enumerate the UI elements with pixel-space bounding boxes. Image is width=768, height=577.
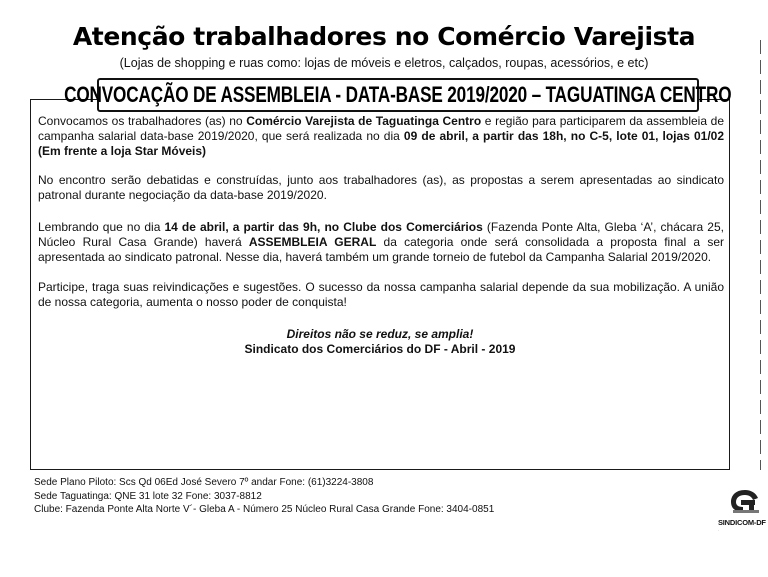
p3-bold-2: ASSEMBLEIA GERAL: [248, 235, 377, 249]
sindicom-logo-icon: [715, 486, 768, 542]
footer-addresses: [34, 476, 494, 517]
p1-bold-2: 09 de abril, a partir das 18h, no C-5, lote 01, lojas 01/02 (Em frente a loja Star Móveis): [38, 129, 725, 158]
footer-line-clube: Clube: Fazenda Ponte Alta Norte V´- Gleba A - Número 25 Núcleo Rural Casa Grande Fone: 3404-0851: [34, 504, 495, 515]
footer-line-plano-piloto: Sede Plano Piloto: Scs Qd 06Ed José Severo 7º andar Fone: (61)3224-3808: [34, 477, 374, 488]
paragraph-general-assembly: [38, 220, 724, 265]
paragraph-meeting: No encontro serão debatidas e construídas, junto aos trabalhadores (as), as propostas a serem apresentadas ao sindicato patronal durante negociação da data-base 2019/2020.: [38, 173, 724, 202]
organization-signature: Sindicato dos Comerciários do DF - Abril - 2019: [244, 342, 516, 356]
p1-text-1: Convocamos os trabalhadores (as) no: [38, 114, 247, 128]
motto: Direitos não se reduz, se amplia!: [286, 327, 474, 341]
notice-body: [38, 114, 724, 310]
logo-wordmark: SINDICOM-DF: [718, 518, 766, 527]
p1-bold-1: Comércio Varejista de Taguatinga Centro: [246, 114, 482, 128]
headline: Atenção trabalhadores no Comércio Varejista: [72, 22, 696, 51]
paragraph-participate: Participe, traga suas reivindicações e sugestões. O sucesso da nossa campanha salarial depende da sua mobilização. A união de nossa categoria, aumenta o nosso poder de conquista!: [38, 280, 724, 309]
logo-tagline: .: [718, 528, 719, 532]
subheadline: (Lojas de shopping e ruas como: lojas de móveis e eletros, calçados, roupas, acessórios, e etc): [119, 56, 649, 70]
title-banner: [64, 78, 732, 112]
footer-line-taguatinga: Sede Taguatinga: QNE 31 lote 32 Fone: 3037-8812: [34, 490, 262, 502]
p3-text-3: da categoria onde será consolidada a proposta final a ser apresentada ao sindicato patronal. Nesse dia, haverá também um grande torneio de futebol da Campanha Salarial 2019/2020.: [38, 235, 724, 264]
p3-text-2: (Fazenda Ponte Alta, Gleba ‘A’, chácara 25, Núcleo Rural Casa Grande) haverá: [38, 220, 724, 249]
paragraph-convocation: [38, 114, 724, 159]
p1-text-2: e região para participarem da assembleia de campanha salarial data-base 2019/2020, que será realizada no dia: [38, 114, 724, 143]
page-edge-dashes: [760, 40, 761, 470]
p3-bold-1: 14 de abril, a partir das 9h, no Clube dos Comerciários: [164, 220, 483, 234]
signature-block: [30, 327, 730, 357]
p3-text-1: Lembrando que no dia: [38, 220, 165, 234]
banner-title: CONVOCAÇÃO DE ASSEMBLEIA - DATA-BASE 2019/2020 – TAGUATINGA CENTRO: [64, 82, 732, 107]
